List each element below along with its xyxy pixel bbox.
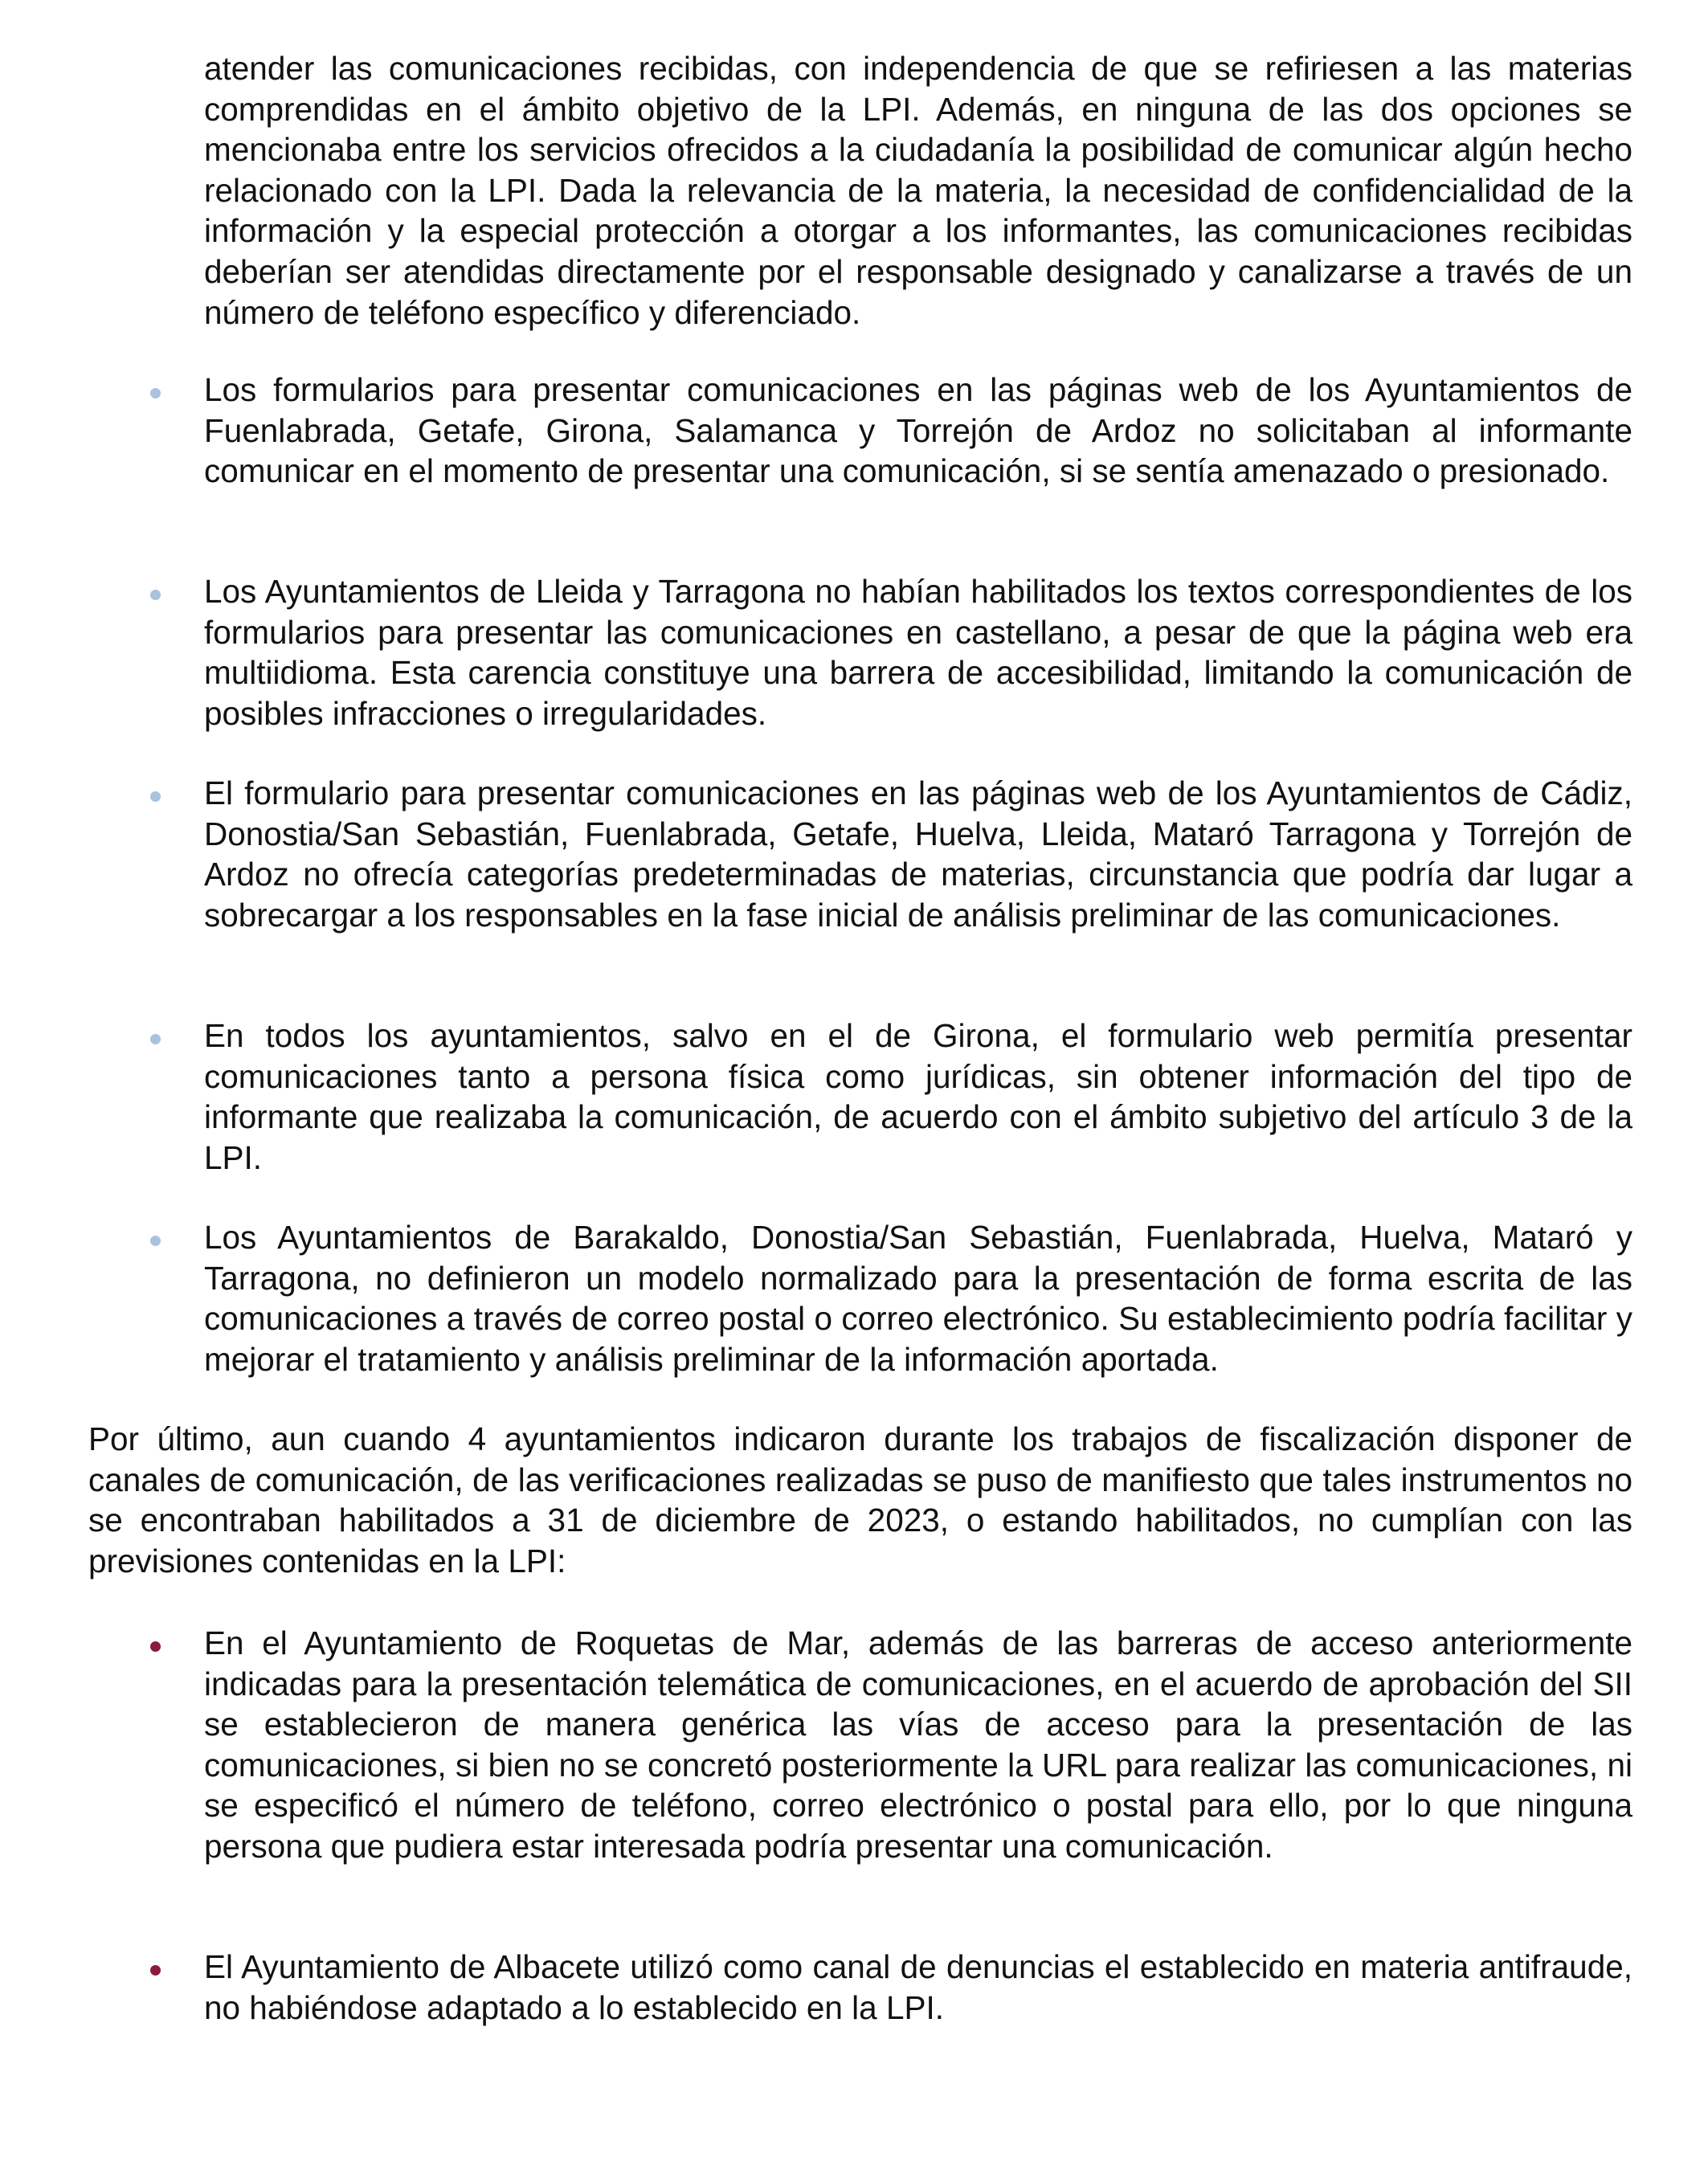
bullet-dot-icon xyxy=(150,791,161,802)
bullet-dot-icon xyxy=(150,1641,161,1652)
list-item: Los formularios para presentar comunicaciones en las páginas web de los Ayuntamientos de Fuenlabrada, Getafe, Girona, Salamanca y Torrejón de Ardoz no solicitaban al informante comunicar en el momento de presentar una comunicación, si se sentía amenazado o presionado. xyxy=(204,371,1632,490)
list-item: El formulario para presentar comunicaciones en las páginas web de los Ayuntamientos de Cádiz, Donostia/San Sebastián, Fuenlabrada, Getafe, Huelva, Lleida, Mataró Tarragona y Torrejón de Ardoz no ofrecía categorías predeterminadas de materias, circunstancia que podría dar lugar a sobrecargar a los responsables en la fase inicial de análisis preliminar de las comunicaciones. xyxy=(204,774,1632,934)
bullet-dot-icon xyxy=(150,1965,161,1976)
continuation-paragraph: atender las comunicaciones recibidas, con independencia de que se refiriesen a las materias comprendidas en el ámbito objetivo de la LPI. Además, en ninguna de las dos opciones se mencionaba entre los servicios ofrecidos a la ciudadanía la posibilidad de comunicar algún hecho relacionado con la LPI. Dada la relevancia de la materia, la necesidad de confidencialidad de la información y la especial protección a otorgar a los informantes, las comunicaciones recibidas deberían ser atendidas directamente por el responsable designado y canalizarse a través de un número de teléfono específico y diferenciado. xyxy=(204,50,1632,331)
closing-intro-paragraph: Por último, aun cuando 4 ayuntamientos indicaron durante los trabajos de fiscalización disponer de canales de comunicación, de las verificaciones realizadas se puso de manifiesto que tales instrumentos no se encontraban habilitados a 31 de diciembre de 2023, o estando habilitados, no cumplían con las previsiones contenidas en la LPI: xyxy=(88,1420,1632,1579)
list-item: El Ayuntamiento de Albacete utilizó como canal de denuncias el establecido en materia antifraude, no habiéndose adaptado a lo establecido en la LPI. xyxy=(204,1948,1632,2026)
list-item: En el Ayuntamiento de Roquetas de Mar, además de las barreras de acceso anteriormente indicadas para la presentación telemática de comunicaciones, en el acuerdo de aprobación del SII se establecieron de manera genérica las vías de acceso para la presentación de las comunicaciones, si bien no se concretó posteriormente la URL para realizar las comunicaciones, ni se especificó el número de teléfono, correo electrónico o postal para ello, por lo que ninguna persona que pudiera estar interesada podría presentar una comunicación. xyxy=(204,1624,1632,1865)
list-item: En todos los ayuntamientos, salvo en el de Girona, el formulario web permitía presentar comunicaciones tanto a persona física como jurídicas, sin obtener información del tipo de informante que realizaba la comunicación, de acuerdo con el ámbito subjetivo del artículo 3 de la LPI. xyxy=(204,1017,1632,1176)
list-item: Los Ayuntamientos de Lleida y Tarragona no habían habilitados los textos correspondientes de los formularios para presentar las comunicaciones en castellano, a pesar de que la página web era multiidioma. Esta carencia constituye una barrera de accesibilidad, limitando la comunicación de posibles infracciones o irregularidades. xyxy=(204,573,1632,732)
bullet-dot-icon xyxy=(150,1236,161,1246)
list-item: Los Ayuntamientos de Barakaldo, Donostia/San Sebastián, Fuenlabrada, Huelva, Mataró y Tarragona, no definieron un modelo normalizado para la presentación de forma escrita de las comunicaciones a través de correo postal o correo electrónico. Su establecimiento podría facilitar y mejorar el tratamiento y análisis preliminar de la información aportada. xyxy=(204,1219,1632,1378)
bullet-dot-icon xyxy=(150,388,161,398)
bullet-dot-icon xyxy=(150,1034,161,1044)
bullet-dot-icon xyxy=(150,590,161,600)
